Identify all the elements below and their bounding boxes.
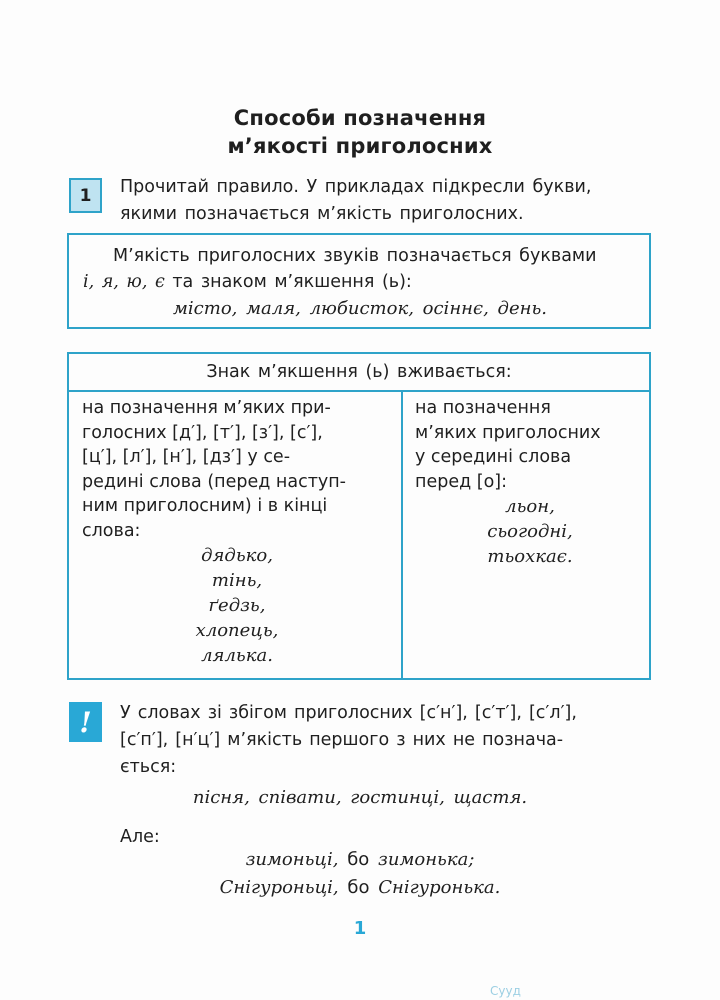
rule-line-2-rest: та знаком м’якшення (ь):	[164, 272, 412, 292]
left-examples	[82, 543, 392, 668]
title-line-2: м’якості приголосних	[227, 134, 493, 158]
example-word: хлопець,	[195, 620, 279, 641]
but-examples	[0, 846, 720, 902]
right-line: у середині слова	[415, 447, 572, 467]
page-number: 1	[353, 918, 367, 939]
example-word: лялька.	[201, 645, 273, 666]
example-word: зимонька;	[378, 849, 475, 870]
right-line: м’яких приголосних	[415, 422, 601, 443]
right-line: на позначення	[415, 398, 551, 418]
but-example-1	[0, 846, 720, 874]
exercise-number-badge: 1	[69, 178, 102, 213]
right-examples	[415, 494, 645, 569]
note-examples: пісня, співати, гостинці, щастя.	[192, 787, 528, 808]
title-line-1: Способи позначення	[233, 106, 487, 130]
conjunction: бо	[338, 877, 379, 898]
watermark: Сууд	[490, 984, 521, 998]
note-line-3: ється:	[120, 757, 177, 777]
left-line: [ц′], [л′], [н′], [дз′] у се-	[82, 447, 291, 467]
example-word: зимоньці,	[245, 849, 339, 870]
note-text	[120, 700, 660, 781]
table-right-column	[415, 396, 645, 569]
example-word: льон,	[505, 496, 555, 517]
table-left-column	[82, 396, 392, 668]
exclamation-icon: !	[69, 702, 102, 742]
rule-box	[67, 233, 651, 329]
exercise-instruction	[120, 174, 680, 228]
rule-examples: місто, маля, любисток, осіннє, день.	[172, 298, 547, 319]
instruction-line-1: Прочитай правило. У прикладах підкресли букви,	[120, 177, 592, 197]
right-line: перед [о]:	[415, 471, 508, 492]
page-title	[0, 104, 720, 160]
soft-sign-table	[67, 352, 651, 680]
left-line: слова:	[82, 520, 141, 541]
instruction-line-2: якими позначається м’якість приголосних.	[120, 204, 524, 224]
but-example-2	[0, 874, 720, 902]
left-line: редині слова (перед наступ-	[82, 471, 346, 492]
column-divider	[401, 390, 403, 680]
example-word: ґедзь,	[208, 595, 266, 616]
example-word: тьохкає.	[487, 546, 573, 567]
example-word: тінь,	[211, 570, 263, 591]
example-word: Снігуронька.	[378, 877, 501, 898]
example-word: Снігуроньці,	[219, 877, 339, 898]
example-word: сьогодні,	[487, 521, 573, 542]
rule-letters: і, я, ю, є	[83, 272, 165, 292]
left-line: голосних [д′], [т′], [з′], [с′],	[82, 422, 323, 443]
table-header: Знак м’якшення (ь) вживається:	[69, 354, 649, 392]
but-label: Але:	[120, 827, 160, 847]
rule-line-1: М’якість приголосних звуків позначається буквами	[113, 246, 597, 266]
note-line-2: [с′п′], [н′ц′] м’якість першого з них не познача-	[120, 730, 564, 750]
left-line: на позначення м’яких при-	[82, 398, 331, 418]
conjunction: бо	[338, 849, 379, 870]
example-word: дядько,	[201, 545, 273, 566]
note-line-1: У словах зі збігом приголосних [с′н′], [с′т′], [с′л′],	[120, 703, 577, 723]
left-line: ним приголосним) і в кінці	[82, 496, 328, 516]
rule-line-2	[83, 269, 637, 295]
